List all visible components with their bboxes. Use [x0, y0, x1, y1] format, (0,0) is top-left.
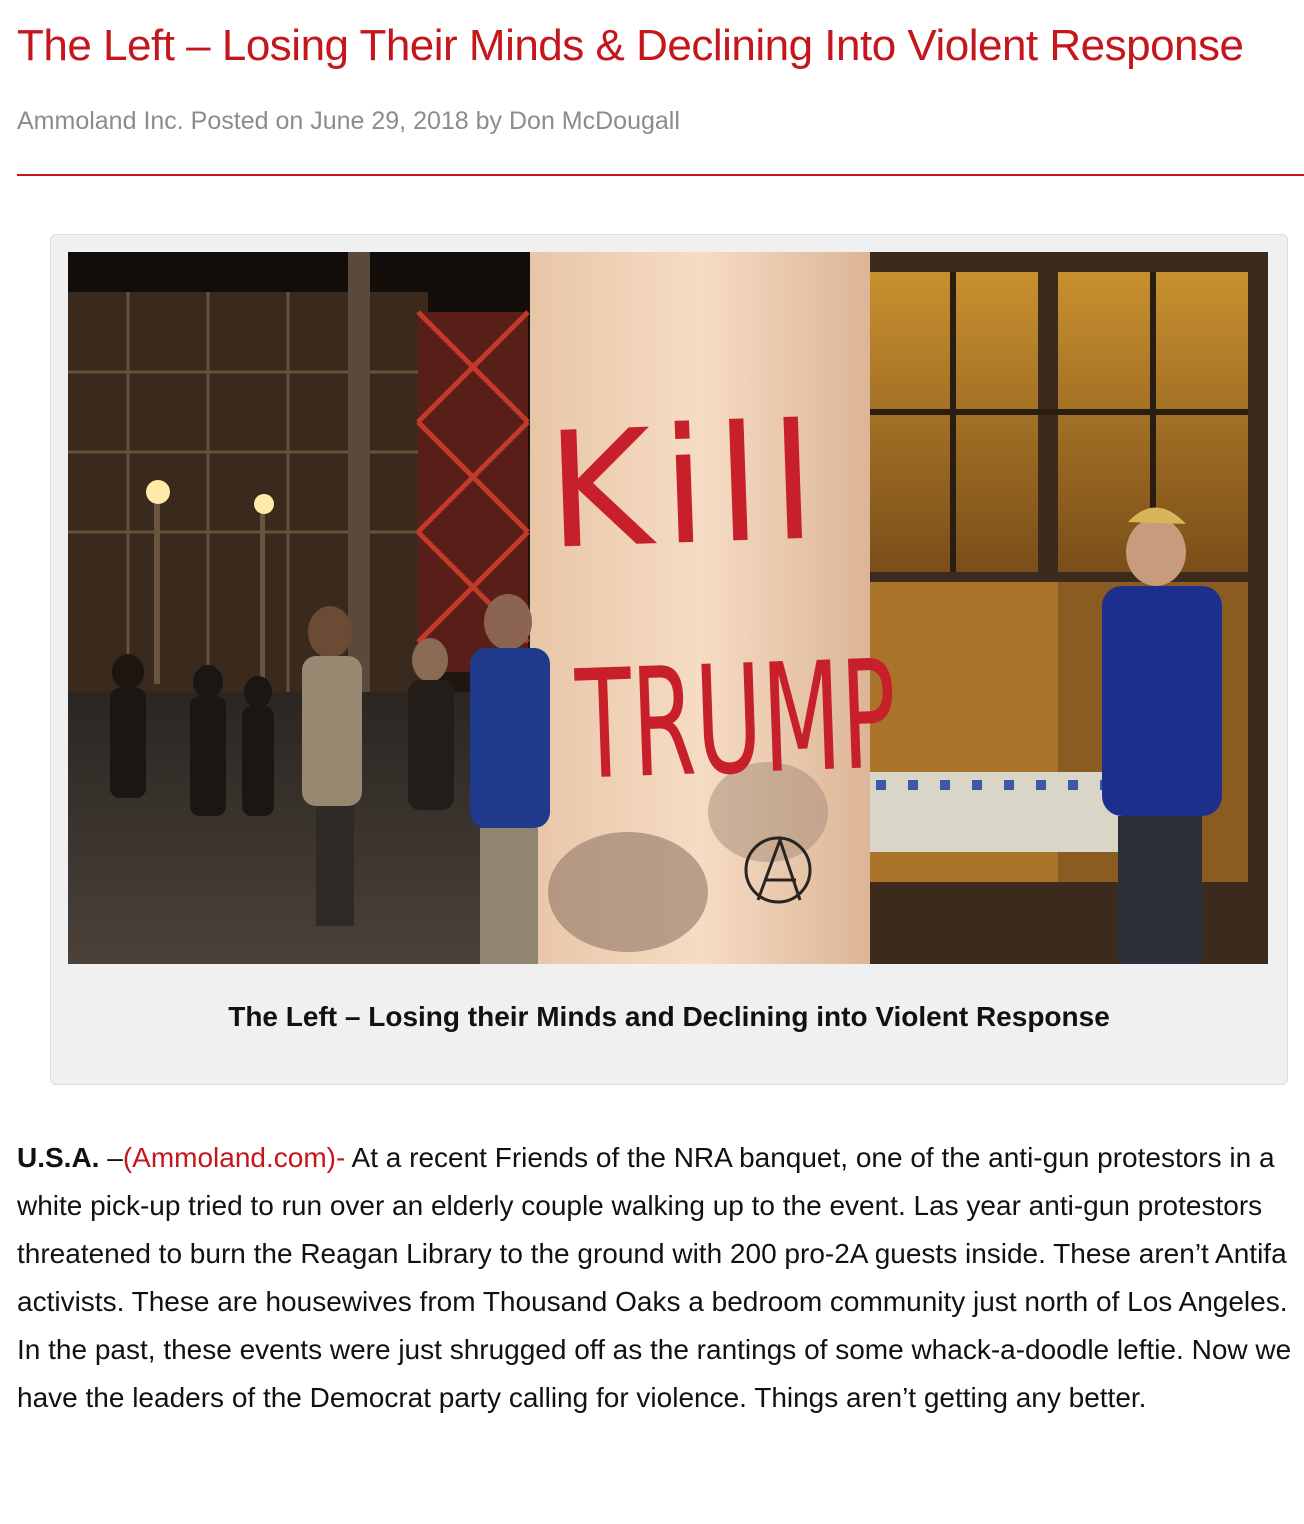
figure-caption: The Left – Losing their Minds and Declining into Violent Response — [228, 1001, 1110, 1032]
featured-figure — [50, 234, 1288, 1085]
paragraph-2: In the past, these events were just shrugged off as the rantings of some whack-a-doodle leftie. Now we have the leaders of the Democrat party calling for violence. Things aren’t getting any better. — [17, 1334, 1292, 1413]
title-divider — [17, 174, 1304, 176]
article-byline: Ammoland Inc. Posted on June 29, 2018 by Don McDougall — [17, 107, 680, 135]
graffiti-line1: Kill — [543, 388, 829, 585]
dateline-dash: – — [99, 1142, 123, 1173]
dateline: U.S.A. — [17, 1142, 100, 1173]
paragraph-1-text: At a recent Friends of the NRA banquet, one of the anti-gun protestors in a white pick-up tried to run over an elderly couple walking up to the event. Las year anti-gun protestors threatened to burn the Reagan Library to the ground with 200 pro-2A guests inside. These aren’t Antifa activists. These are housewives from Thousand Oaks a bedroom community just north of Los Angeles. — [17, 1142, 1288, 1317]
article-title: The Left – Losing Their Minds & Declining Into Violent Response — [17, 21, 1244, 70]
article-body — [17, 1134, 1304, 1422]
featured-photo[interactable] — [68, 252, 1268, 964]
source-link[interactable]: (Ammoland.com)- — [122, 1142, 346, 1173]
graffiti-line2: TRUMP — [573, 621, 1105, 814]
protest-graffiti-photo — [68, 252, 1268, 964]
paragraph-1 — [17, 1134, 1304, 1326]
